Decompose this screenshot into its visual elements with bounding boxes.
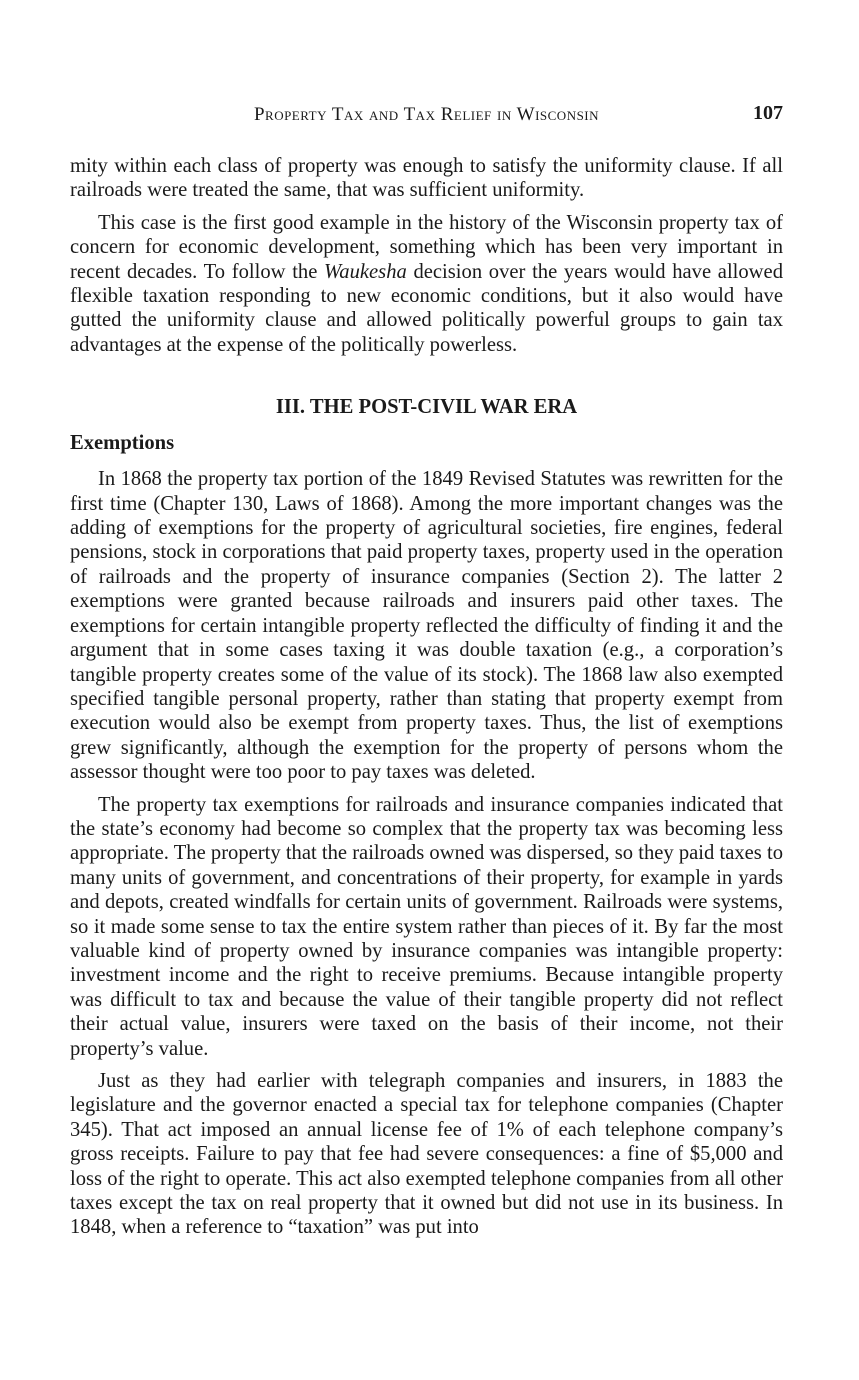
section-heading: III. THE POST-CIVIL WAR ERA (275, 396, 578, 419)
paragraph-continued: mity within each class of property was enough to satisfy the uniformity clause. If all railroads were treated the same, that was sufficient uniformity. (70, 155, 783, 202)
book-page (70, 100, 783, 1240)
paragraph-1868-exemptions: In 1868 the property tax portion of the 1849 Revised Statutes was rewritten for the first time (Chapter 130, Laws of 1868). Among the more important changes was the adding of exemptions for the property of agricultural societies, fire engines, federal pensions, stock in corporations that paid property taxes, property used in the operation of railroads and the property of insurance companies (Section 2). The latter 2 exemptions were granted because railroads and insurers paid other taxes. The exemptions for certain intangible property reflected the difficulty of finding it and the argument that in some cases taxing it was double taxation (e.g., a corporation’s tangible property creates some of the value of its stock). The 1868 law also exempted specified tangible personal property, rather than stating that property exempt from execution would also be exempt from property taxes. Thus, the list of exemptions grew significantly, although the exemption for the property of persons whom the assessor thought were too poor to pay taxes was deleted. (70, 468, 783, 784)
paragraph-text: decision over the years would have allowed flexible taxation responding to new economic conditions, but it also would have gutted the uniformity clause and allowed politically powerful groups to gain tax advantages at the expense of the politically powerless. (70, 260, 783, 356)
running-title: Property Tax and Tax Relief in Wisconsin (253, 104, 600, 125)
case-name-italic: Waukesha (324, 260, 407, 283)
paragraph-telephone-tax: Just as they had earlier with telegraph companies and insurers, in 1883 the legislature and the governor enacted a special tax for telephone companies (Chapter 345). That act imposed an annual license fee of 1% of each telephone company’s gross receipts. Failure to pay that fee had severe consequences: a fine of $5,000 and loss of the right to operate. This act also exempted telephone companies from all other taxes except the tax on real property that it owned but did not use in its business. In 1848, when a reference to “taxation” was put into (70, 1070, 783, 1239)
paragraph-railroads-insurance: The property tax exemptions for railroads and insurance companies indicated that the state’s economy had become so complex that the property tax was becoming less appropriate. The property that the railroads owned was dispersed, so they paid taxes to many units of government, and concentrations of their property, for example in yards and depots, created windfalls for certain units of government. Railroads were systems, so it made some sense to tax the entire system rather than pieces of it. By far the most valuable kind of property owned by insurance companies was intangible property: investment income and the right to receive premiums. Because intangible property was difficult to tax and because the value of their tangible property did not reflect their actual value, insurers were taxed on the basis of their income, not their property’s value. (70, 793, 783, 1060)
page-number: 107 (753, 102, 783, 124)
paragraph-waukesha (70, 211, 783, 357)
running-head (70, 100, 783, 132)
paragraph-text: This case is the first good example in the history of the Wisconsin property tax of concern for economic development, something which has been very important in recent decades. To follow the (70, 211, 783, 283)
subsection-heading: Exemptions (70, 432, 175, 455)
